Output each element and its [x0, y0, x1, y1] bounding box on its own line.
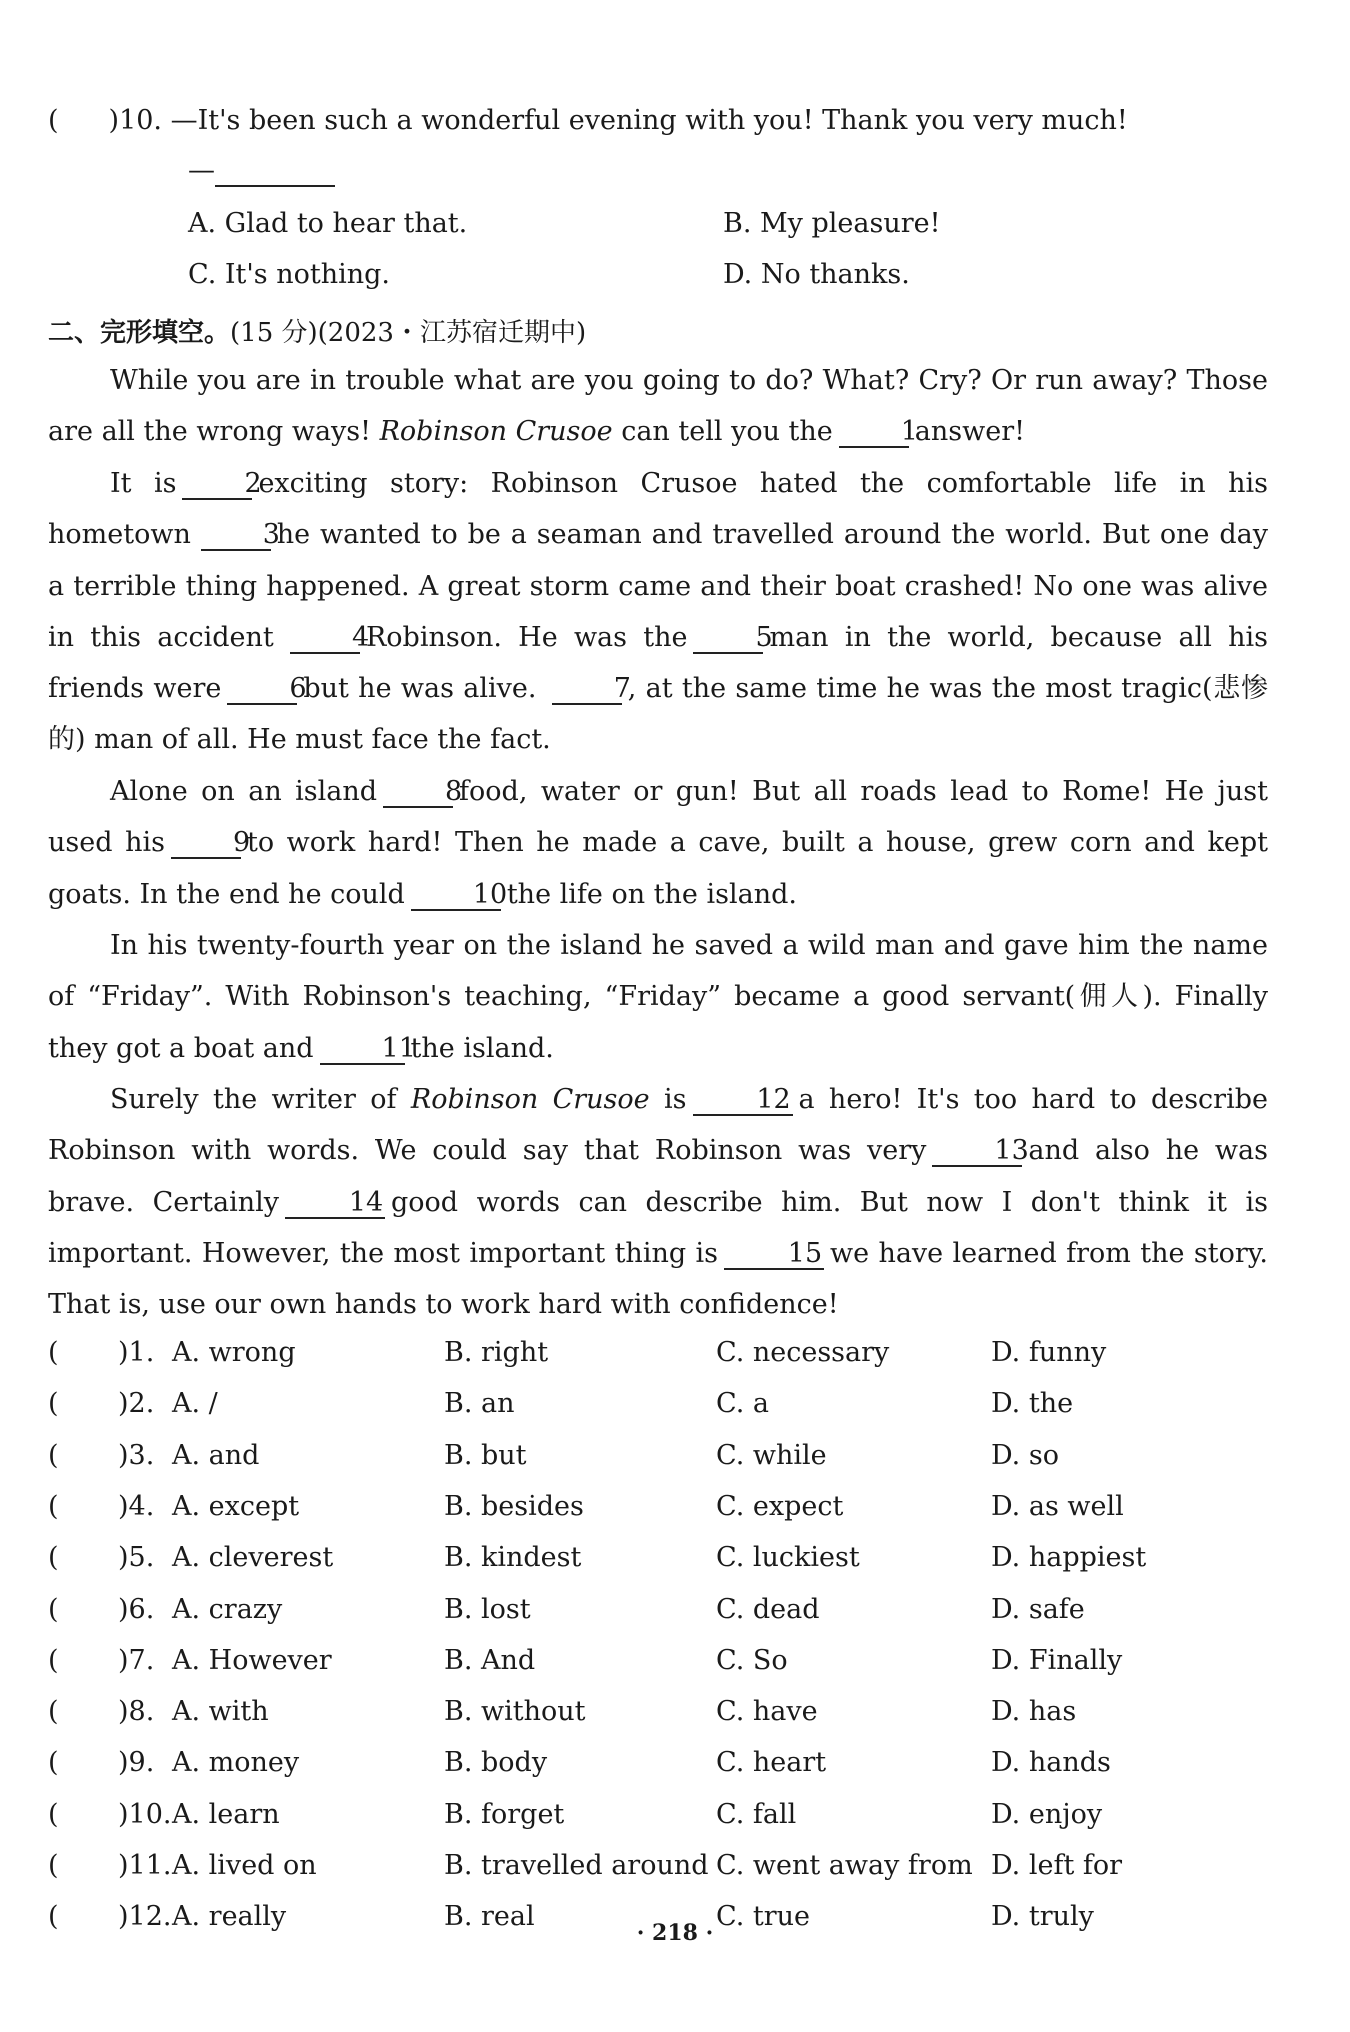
question-number: )10.: [118, 1798, 172, 1830]
answer-paren[interactable]: (: [48, 1798, 59, 1830]
option-c[interactable]: C. luckiest: [716, 1542, 860, 1574]
cloze-blank-15[interactable]: 15: [724, 1240, 824, 1270]
option-c[interactable]: C. went away from: [716, 1850, 973, 1881]
section-heading: [48, 312, 586, 349]
option-b[interactable]: B. body: [444, 1747, 548, 1779]
option-a[interactable]: A. learn: [172, 1798, 280, 1830]
option-d[interactable]: D. the: [991, 1388, 1074, 1420]
question-number: )6.: [118, 1593, 155, 1625]
book-title: Robinson Crusoe: [410, 1084, 650, 1115]
cloze-blank-12[interactable]: 12: [693, 1086, 793, 1116]
answer-paren[interactable]: (: [48, 1850, 59, 1881]
option-a[interactable]: A. and: [172, 1439, 260, 1471]
q10-dash: —: [188, 155, 215, 186]
option-b[interactable]: B. kindest: [444, 1542, 582, 1574]
option-b[interactable]: B. forget: [444, 1798, 565, 1830]
option-b[interactable]: B. travelled around: [444, 1850, 709, 1881]
option-b[interactable]: B. right: [444, 1337, 549, 1368]
question-number: )2.: [118, 1388, 155, 1420]
cloze-blank-2[interactable]: 2: [182, 470, 252, 500]
choice-row: [48, 1491, 1268, 1531]
answer-paren[interactable]: (: [48, 1644, 59, 1676]
option-d[interactable]: D. safe: [991, 1593, 1085, 1625]
question-number: )1.: [118, 1337, 155, 1368]
answer-paren[interactable]: (: [48, 1490, 59, 1522]
option-c[interactable]: C. heart: [716, 1747, 827, 1779]
option-d[interactable]: D. hands: [991, 1747, 1111, 1779]
choice-row: [48, 1337, 1268, 1377]
q10-option-b[interactable]: B. My pleasure!: [723, 208, 941, 239]
q10-text: )10. —It's been such a wonderful evening with you! Thank you very much!: [108, 105, 1128, 136]
answer-paren[interactable]: (: [48, 1593, 59, 1625]
option-a[interactable]: A. lived on: [172, 1850, 317, 1881]
question-number: )3.: [118, 1439, 155, 1471]
choice-row: [48, 1440, 1268, 1480]
passage-paragraph-1: While you are in trouble what are you going to do? What? Cry? Or run away? Those are all the wrong ways! Robinson Crusoe can tell you the 1answer!: [48, 365, 1268, 448]
option-d[interactable]: D. has: [991, 1696, 1077, 1728]
question-number: )11.: [118, 1850, 172, 1881]
option-d[interactable]: D. enjoy: [991, 1798, 1103, 1830]
option-d[interactable]: D. happiest: [991, 1542, 1147, 1574]
answer-paren[interactable]: (: [48, 105, 59, 136]
answer-paren[interactable]: (: [48, 1439, 59, 1471]
option-d[interactable]: D. as well: [991, 1490, 1124, 1522]
book-title: Robinson Crusoe: [379, 416, 613, 448]
q10-answer-blank[interactable]: [215, 157, 335, 187]
answer-paren[interactable]: (: [48, 1337, 59, 1368]
question-number: )7.: [118, 1644, 155, 1676]
option-b[interactable]: B. And: [444, 1644, 536, 1676]
option-c[interactable]: C. a: [716, 1388, 769, 1420]
option-b[interactable]: B. besides: [444, 1490, 584, 1522]
option-c[interactable]: C. have: [716, 1696, 818, 1728]
option-b[interactable]: B. but: [444, 1439, 527, 1471]
answer-paren[interactable]: (: [48, 1696, 59, 1728]
choice-row: [48, 1594, 1268, 1634]
passage-paragraph-2: It is 2exciting story: Robinson Crusoe hated the comfortable life in his hometown 3he wanted to be a seaman and travelled around the world. But one day a terrible thing happened. A great storm came and their boat crashed! No one was alive in this accident 4Robinson. He was the 5man in the world, because all his friends were 6but he was alive. 7, at the same time he was the most tragic(悲惨的) man of all. He must face the fact.: [48, 468, 1268, 756]
question-number: )4.: [118, 1490, 155, 1522]
option-c[interactable]: C. while: [716, 1439, 827, 1471]
choice-row: [48, 1799, 1268, 1839]
question-number: )9.: [118, 1747, 155, 1779]
cloze-blank-1[interactable]: 1: [839, 418, 909, 448]
option-b[interactable]: B. lost: [444, 1593, 531, 1625]
cloze-blank-14[interactable]: 14: [285, 1189, 385, 1219]
cloze-blank-3[interactable]: 3: [201, 521, 271, 551]
choice-row: [48, 1747, 1268, 1787]
option-c[interactable]: C. So: [716, 1644, 788, 1676]
option-d[interactable]: D. truly: [991, 1901, 1094, 1933]
option-a[interactable]: A. cleverest: [172, 1542, 334, 1574]
option-d[interactable]: D. funny: [991, 1337, 1107, 1368]
q10-option-c[interactable]: C. It's nothing.: [188, 259, 391, 290]
cloze-blank-13[interactable]: 13: [932, 1137, 1022, 1167]
option-c[interactable]: C. true: [716, 1901, 810, 1933]
option-a[interactable]: A. except: [172, 1490, 300, 1522]
cloze-blank-4[interactable]: 4: [290, 624, 360, 654]
cloze-blank-6[interactable]: 6: [227, 675, 297, 705]
cloze-blank-10[interactable]: 10: [411, 881, 501, 911]
option-d[interactable]: D. Finally: [991, 1644, 1123, 1676]
option-c[interactable]: C. fall: [716, 1798, 797, 1830]
choice-row: [48, 1850, 1268, 1890]
option-a[interactable]: A. However: [172, 1644, 332, 1676]
option-b[interactable]: B. an: [444, 1388, 515, 1420]
q10-option-d[interactable]: D. No thanks.: [723, 259, 910, 290]
option-a[interactable]: A. /: [172, 1388, 218, 1420]
option-a[interactable]: A. crazy: [172, 1593, 283, 1625]
question-number: )8.: [118, 1696, 155, 1728]
answer-paren[interactable]: (: [48, 1901, 59, 1933]
option-a[interactable]: A. with: [172, 1696, 269, 1728]
option-a[interactable]: A. wrong: [172, 1337, 296, 1368]
option-c[interactable]: C. necessary: [716, 1337, 890, 1368]
page-number: · 218 ·: [636, 1920, 714, 1946]
option-d[interactable]: D. so: [991, 1439, 1059, 1471]
section-meta: (15 分)(2023・江苏宿迁期中): [230, 318, 587, 348]
choice-row: [48, 1645, 1268, 1685]
option-a[interactable]: A. money: [172, 1747, 300, 1779]
q10-answer-line: [188, 155, 341, 187]
cloze-blank-9[interactable]: 9: [171, 829, 241, 859]
section-title: 二、完形填空。: [48, 318, 231, 348]
option-b[interactable]: B. real: [444, 1901, 535, 1933]
passage-paragraph-3: Alone on an island 8food, water or gun! But all roads lead to Rome! He just used his 9to work hard! Then he made a cave, built a house, grew corn and kept goats. In the end he could 10the life on the island.: [48, 776, 1268, 910]
q10-stem: [48, 105, 1128, 136]
option-b[interactable]: B. without: [444, 1696, 586, 1728]
passage-paragraph-4: In his twenty-fourth year on the island he saved a wild man and gave him the name of “Friday”. With Robinson's teaching, “Friday” became a good servant(佣人). Finally they got a boat and 11the island.: [48, 930, 1268, 1064]
choice-row: [48, 1388, 1268, 1428]
cloze-blank-11[interactable]: 11: [320, 1035, 405, 1065]
choice-row: [48, 1542, 1268, 1582]
option-d[interactable]: D. left for: [991, 1850, 1123, 1881]
q10-option-a[interactable]: A. Glad to hear that.: [188, 208, 468, 239]
answer-paren[interactable]: (: [48, 1747, 59, 1779]
question-number: )5.: [118, 1542, 155, 1574]
option-c[interactable]: C. expect: [716, 1490, 844, 1522]
answer-paren[interactable]: (: [48, 1388, 59, 1420]
cloze-blank-5[interactable]: 5: [693, 624, 763, 654]
option-a[interactable]: A. really: [172, 1901, 287, 1933]
option-c[interactable]: C. dead: [716, 1593, 820, 1625]
question-number: )12.: [118, 1901, 172, 1933]
choice-row: [48, 1696, 1268, 1736]
cloze-blank-8[interactable]: 8: [383, 778, 453, 808]
cloze-blank-7[interactable]: 7: [552, 675, 622, 705]
passage-paragraph-5: Surely the writer of Robinson Crusoe is 12 a hero! It's too hard to describe Robinson with words. We could say that Robinson was very 13and also he was brave. Certainly 14 good words can describe him. But now I don't think it is important. However, the most important thing is 15 we have learned from the story. That is, use our own hands to work hard with confidence!: [48, 1084, 1268, 1321]
answer-paren[interactable]: (: [48, 1542, 59, 1574]
